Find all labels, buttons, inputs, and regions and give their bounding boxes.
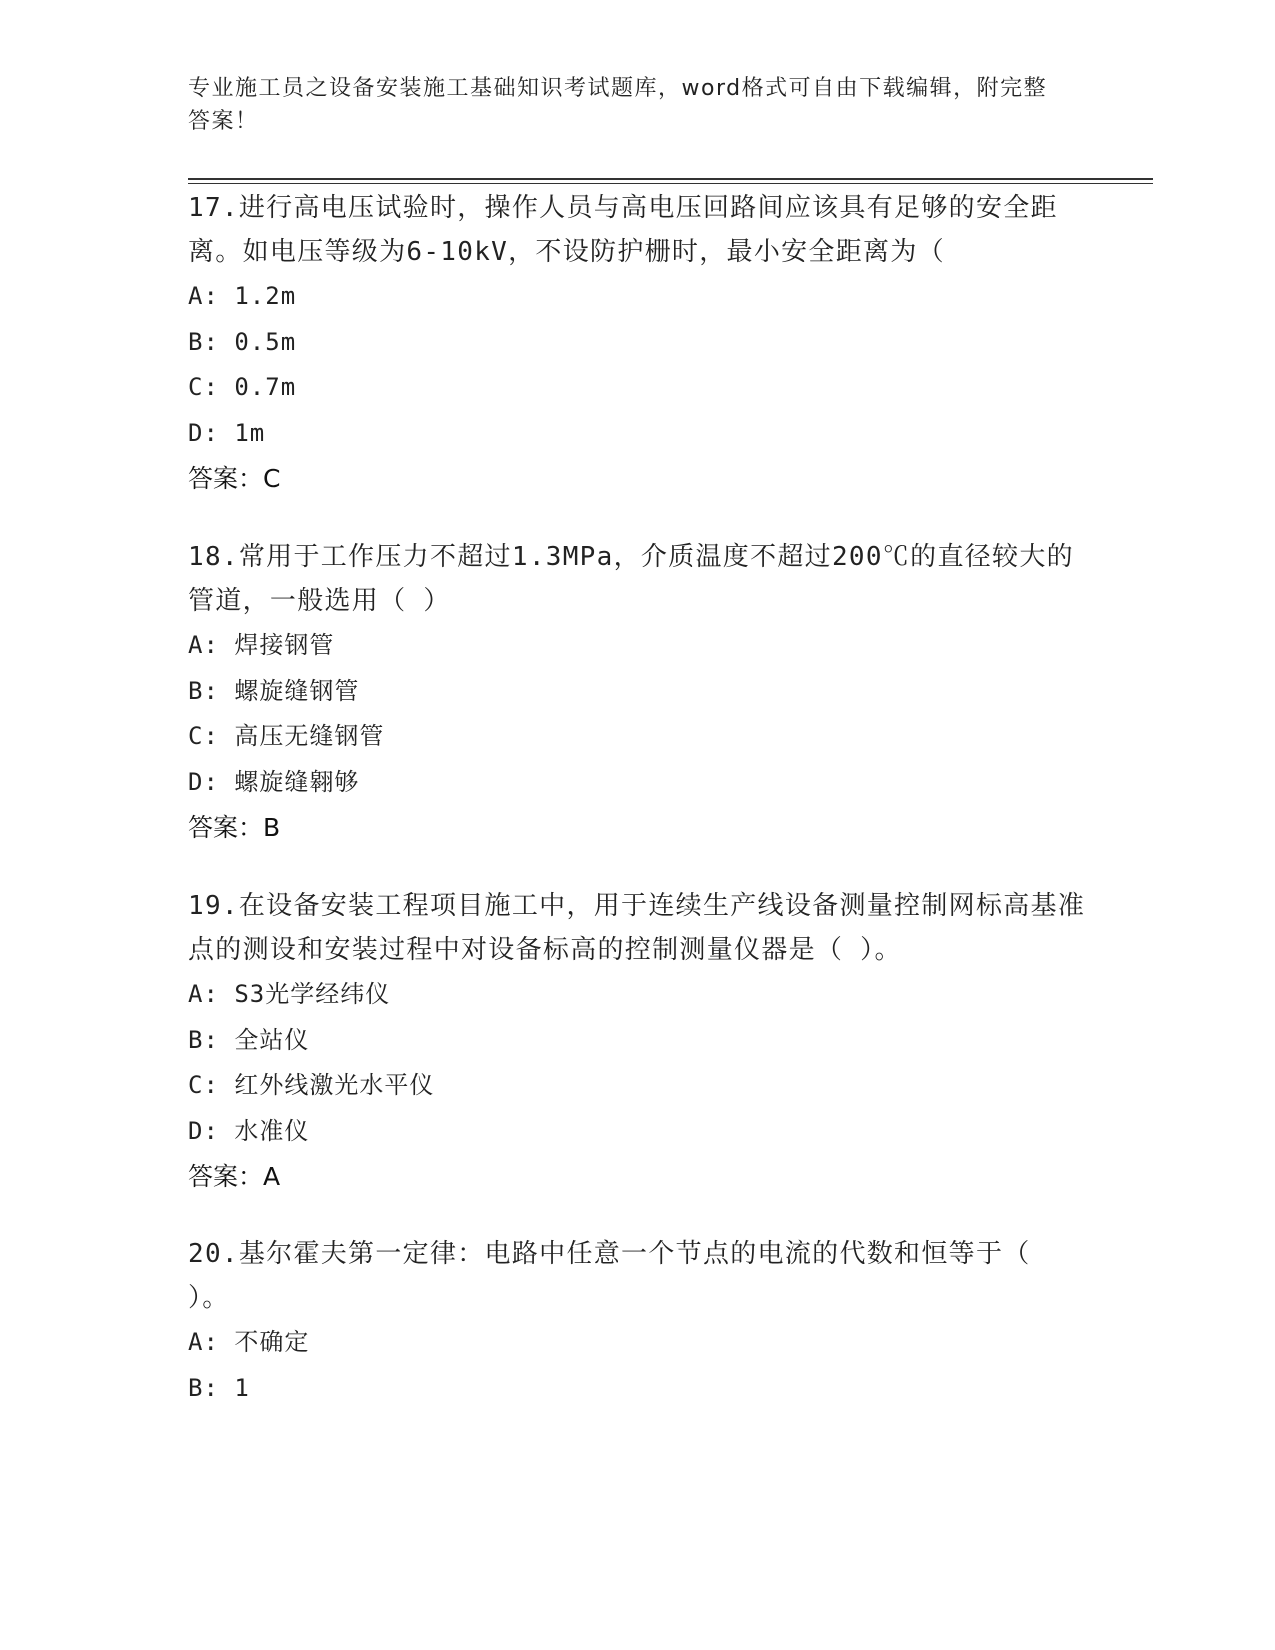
option-a: A: 焊接钢管 xyxy=(188,631,335,659)
option-c: C: 红外线激光水平仪 xyxy=(188,1071,435,1099)
option-b: B: 1 xyxy=(188,1373,250,1402)
option-a: A: S3光学经纬仪 xyxy=(188,980,391,1008)
option-a: A: 不确定 xyxy=(188,1328,310,1356)
option-b: B: 全站仪 xyxy=(188,1025,310,1054)
page-header-text: 专业施工员之设备安装施工基础知识考试题库，word格式可自由下载编辑，附完整答案！ xyxy=(188,76,1048,134)
header-divider-thick xyxy=(188,178,1153,180)
answer-label: 答案：B xyxy=(188,813,281,842)
answer-label: 答案：C xyxy=(188,464,281,493)
option-c: C: 0.7m xyxy=(188,373,297,401)
option-a: A: 1.2m xyxy=(188,282,297,310)
question-stem: 19.在设备安装工程项目施工中，用于连续生产线设备测量控制网标高基准点的测设和安装过程中对设备标高的控制测量仪器是（ ）。 xyxy=(188,891,1086,965)
question-17 xyxy=(188,186,1088,502)
question-19 xyxy=(188,884,1088,1200)
option-c: C: 高压无缝钢管 xyxy=(188,722,385,750)
question-stem: 20.基尔霍夫第一定律：电路中任意一个节点的电流的代数和恒等于（ ）。 xyxy=(188,1239,1031,1313)
answer-label: 答案：A xyxy=(188,1162,281,1191)
question-stem: 17.进行高电压试验时，操作人员与高电压回路间应该具有足够的安全距离。如电压等级为6-10kV，不设防护栅时，最小安全距离为（ xyxy=(188,193,1058,267)
header-divider-thin xyxy=(188,183,1153,184)
option-d: D: 螺旋缝翱够 xyxy=(188,767,360,796)
question-20 xyxy=(188,1232,1088,1411)
option-d: D: 水准仪 xyxy=(188,1116,310,1145)
question-18 xyxy=(188,535,1088,851)
question-stem: 18.常用于工作压力不超过1.3MPa，介质温度不超过200℃的直径较大的管道，一般选用（ ） xyxy=(188,542,1074,616)
option-b: B: 0.5m xyxy=(188,327,297,356)
option-d: D: 1m xyxy=(188,418,266,447)
option-b: B: 螺旋缝钢管 xyxy=(188,676,360,705)
